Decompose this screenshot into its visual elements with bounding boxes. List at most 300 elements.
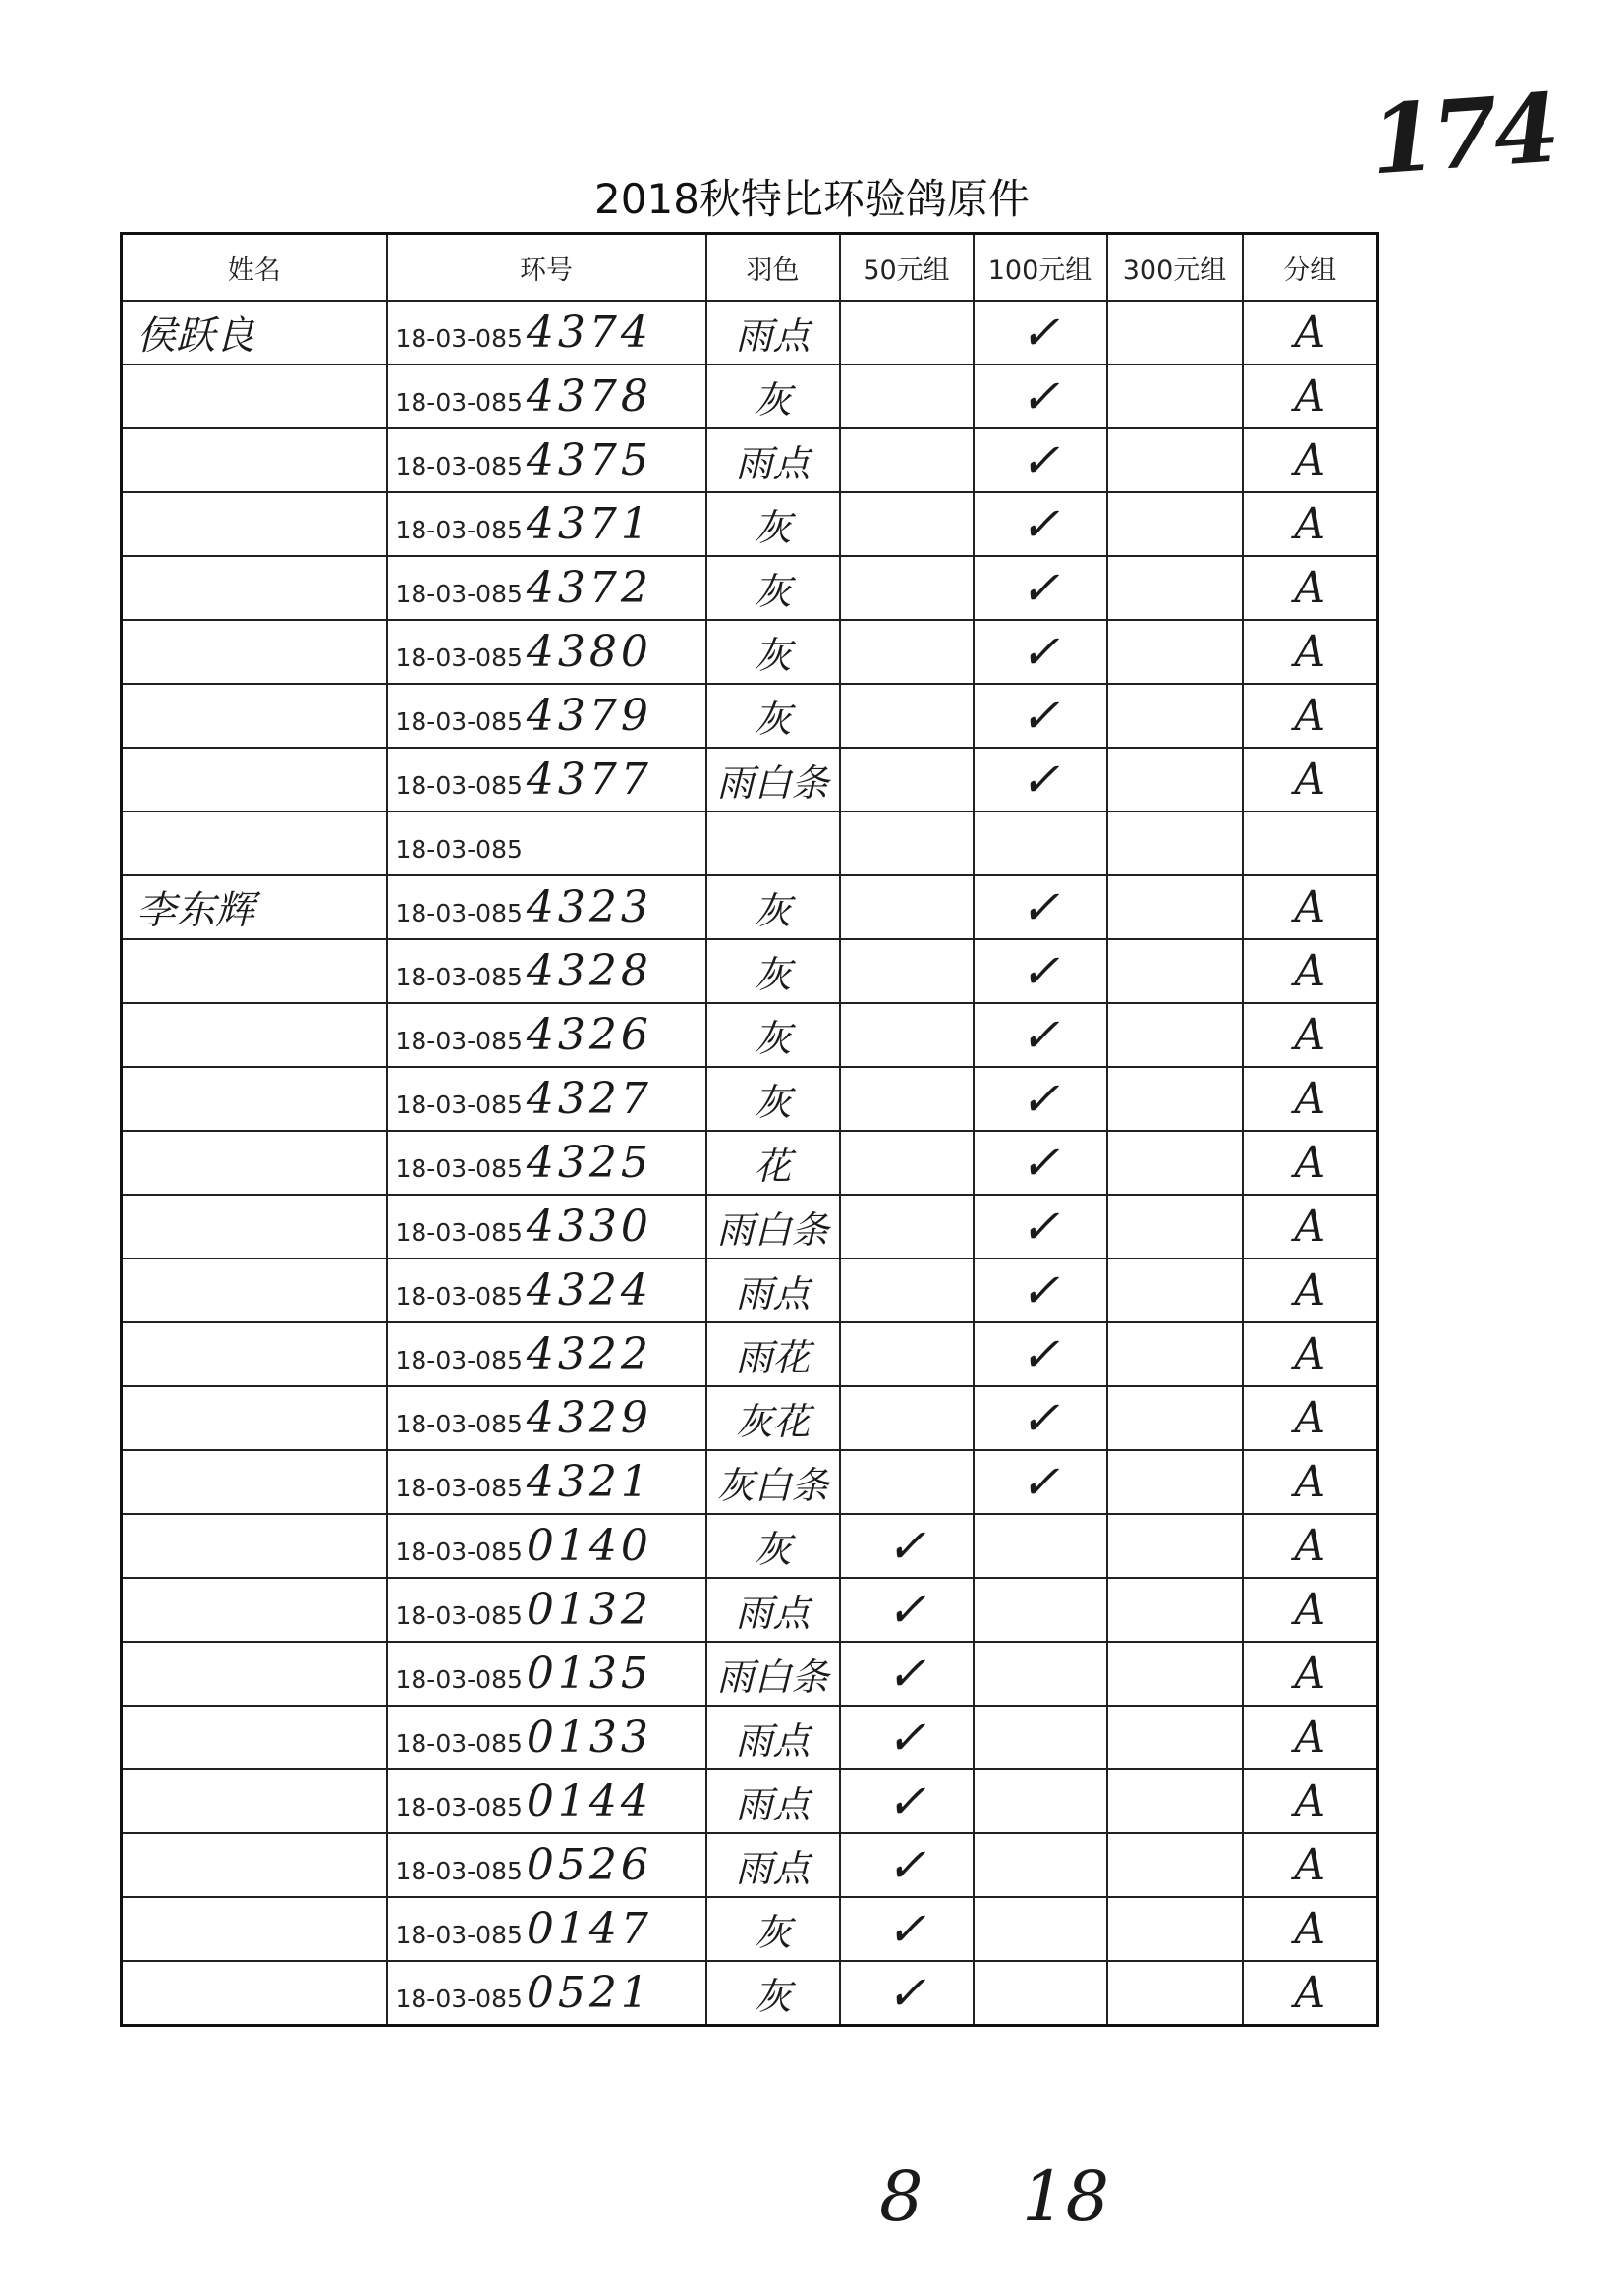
table-row — [122, 939, 1378, 1003]
ring-number: 4329 — [526, 1393, 652, 1443]
check-g100 — [974, 1067, 1107, 1131]
ring-number-cell — [387, 748, 706, 812]
feather-color: 雨点 — [706, 428, 840, 492]
category: A — [1243, 748, 1378, 812]
feather-color: 灰 — [706, 1514, 840, 1578]
feather-color: 灰 — [706, 364, 840, 428]
check-g100 — [974, 1131, 1107, 1195]
check-g100 — [974, 492, 1107, 556]
ring-prefix: 18-03-085 — [395, 1665, 523, 1694]
ring-prefix: 18-03-085 — [395, 644, 523, 672]
check-g100 — [974, 684, 1107, 748]
feather-color: 雨点 — [706, 1833, 840, 1897]
ring-prefix: 18-03-085 — [395, 580, 523, 608]
category: A — [1243, 1450, 1378, 1514]
ring-number-cell — [387, 1195, 706, 1259]
check-g300 — [1107, 1067, 1243, 1131]
ring-prefix: 18-03-085 — [395, 1410, 523, 1438]
feather-color: 雨点 — [706, 1259, 840, 1322]
check-g300 — [1107, 1514, 1243, 1578]
check-g300 — [1107, 556, 1243, 620]
ring-prefix: 18-03-085 — [395, 1857, 523, 1885]
check-mark-icon: ✓ — [1020, 1007, 1060, 1063]
check-mark-icon: ✓ — [886, 1646, 926, 1702]
category: A — [1243, 1067, 1378, 1131]
owner-name — [122, 556, 387, 620]
category: A — [1243, 1578, 1378, 1642]
ring-prefix: 18-03-085 — [395, 1027, 523, 1055]
ring-prefix: 18-03-085 — [395, 1538, 523, 1566]
check-g50 — [840, 1386, 974, 1450]
table-row — [122, 812, 1378, 875]
check-g50 — [840, 1961, 974, 2026]
ring-number: 0140 — [526, 1521, 652, 1571]
category: A — [1243, 939, 1378, 1003]
ring-number-cell — [387, 1131, 706, 1195]
table-row — [122, 1897, 1378, 1961]
check-g300 — [1107, 1003, 1243, 1067]
owner-name — [122, 1003, 387, 1067]
ring-number: 4372 — [526, 563, 652, 613]
check-g50 — [840, 364, 974, 428]
owner-name — [122, 1322, 387, 1386]
owner-name — [122, 1578, 387, 1642]
ring-prefix: 18-03-085 — [395, 899, 523, 927]
feather-color: 灰 — [706, 939, 840, 1003]
owner-name — [122, 620, 387, 684]
category: A — [1243, 1897, 1378, 1961]
table-row — [122, 428, 1378, 492]
header-group-300: 300元组 — [1107, 234, 1243, 302]
check-g300 — [1107, 1322, 1243, 1386]
check-g50 — [840, 939, 974, 1003]
ring-number: 4375 — [526, 435, 652, 485]
ring-number: 0147 — [526, 1904, 652, 1954]
table-row — [122, 1833, 1378, 1897]
ring-number-cell — [387, 1833, 706, 1897]
check-mark-icon: ✓ — [1020, 1326, 1060, 1382]
check-mark-icon: ✓ — [1020, 368, 1060, 424]
ring-number-cell — [387, 1642, 706, 1706]
owner-name: 李东辉 — [122, 875, 387, 939]
table-row — [122, 492, 1378, 556]
check-mark-icon: ✓ — [886, 1901, 926, 1957]
check-g50 — [840, 1897, 974, 1961]
table-row — [122, 1706, 1378, 1769]
owner-name — [122, 1259, 387, 1322]
table-row — [122, 1642, 1378, 1706]
check-g50 — [840, 1003, 974, 1067]
check-g100 — [974, 1386, 1107, 1450]
check-g50 — [840, 1706, 974, 1769]
table-row — [122, 748, 1378, 812]
ring-number-cell — [387, 684, 706, 748]
ring-number-cell — [387, 1450, 706, 1514]
page-number: 174 — [1367, 72, 1560, 196]
check-g100 — [974, 1706, 1107, 1769]
ring-number-cell — [387, 1769, 706, 1833]
category: A — [1243, 1195, 1378, 1259]
check-mark-icon: ✓ — [1020, 879, 1060, 935]
check-g50 — [840, 1514, 974, 1578]
ring-prefix: 18-03-085 — [395, 1985, 523, 2013]
feather-color: 灰 — [706, 620, 840, 684]
ring-number: 0521 — [526, 1968, 652, 2018]
check-g300 — [1107, 1961, 1243, 2026]
ring-number: 4379 — [526, 691, 652, 741]
check-g100 — [974, 1961, 1107, 2026]
check-g300 — [1107, 492, 1243, 556]
check-g100 — [974, 620, 1107, 684]
check-mark-icon: ✓ — [886, 1582, 926, 1638]
table-row — [122, 1003, 1378, 1067]
check-g50 — [840, 428, 974, 492]
ring-number: 0133 — [526, 1712, 652, 1763]
table-row — [122, 364, 1378, 428]
check-g300 — [1107, 748, 1243, 812]
category: A — [1243, 1386, 1378, 1450]
ring-prefix: 18-03-085 — [395, 452, 523, 480]
check-g100 — [974, 812, 1107, 875]
check-g100 — [974, 1003, 1107, 1067]
ring-number-cell — [387, 1578, 706, 1642]
check-mark-icon: ✓ — [1020, 560, 1060, 616]
feather-color: 灰 — [706, 1961, 840, 2026]
owner-name — [122, 1450, 387, 1514]
table-row — [122, 1769, 1378, 1833]
ring-number: 4380 — [526, 627, 652, 677]
check-g50 — [840, 1642, 974, 1706]
ring-number: 4374 — [526, 308, 652, 358]
check-g300 — [1107, 1259, 1243, 1322]
check-mark-icon: ✓ — [1020, 432, 1060, 488]
check-g100 — [974, 748, 1107, 812]
check-mark-icon: ✓ — [886, 1709, 926, 1765]
ring-number-cell — [387, 620, 706, 684]
owner-name — [122, 748, 387, 812]
ring-number-cell — [387, 1003, 706, 1067]
table-row — [122, 1259, 1378, 1322]
header-row — [122, 234, 1378, 302]
check-g300 — [1107, 1131, 1243, 1195]
feather-color — [706, 812, 840, 875]
category: A — [1243, 1514, 1378, 1578]
check-g100 — [974, 556, 1107, 620]
ring-number: 0132 — [526, 1585, 652, 1635]
feather-color: 雨点 — [706, 1769, 840, 1833]
page-title: 2018秋特比环验鸽原件 — [594, 175, 1030, 223]
owner-name — [122, 1706, 387, 1769]
check-g50 — [840, 1131, 974, 1195]
table-row — [122, 1578, 1378, 1642]
feather-color: 花 — [706, 1131, 840, 1195]
check-mark-icon: ✓ — [886, 1773, 926, 1829]
check-g50 — [840, 1195, 974, 1259]
owner-name — [122, 1961, 387, 2026]
check-mark-icon: ✓ — [886, 1965, 926, 2021]
check-mark-icon: ✓ — [1020, 1199, 1060, 1255]
feather-color: 灰 — [706, 556, 840, 620]
check-g100 — [974, 1769, 1107, 1833]
table-row — [122, 1067, 1378, 1131]
category: A — [1243, 1322, 1378, 1386]
check-g100 — [974, 1642, 1107, 1706]
ring-prefix: 18-03-085 — [395, 324, 523, 353]
category: A — [1243, 428, 1378, 492]
ring-number-cell — [387, 1514, 706, 1578]
category: A — [1243, 1642, 1378, 1706]
owner-name — [122, 1897, 387, 1961]
check-g50 — [840, 1833, 974, 1897]
owner-name — [122, 1769, 387, 1833]
header-color: 羽色 — [706, 234, 840, 302]
check-g50 — [840, 301, 974, 364]
check-g50 — [840, 684, 974, 748]
check-mark-icon: ✓ — [1020, 305, 1060, 361]
owner-name — [122, 1642, 387, 1706]
header-group-100: 100元组 — [974, 234, 1107, 302]
check-mark-icon: ✓ — [1020, 688, 1060, 744]
tally-count-1: 8 — [879, 2156, 924, 2237]
check-mark-icon: ✓ — [886, 1837, 926, 1893]
table-row — [122, 1386, 1378, 1450]
header-category: 分组 — [1243, 234, 1378, 302]
check-g300 — [1107, 812, 1243, 875]
ring-number-cell — [387, 812, 706, 875]
owner-name — [122, 812, 387, 875]
owner-name — [122, 1195, 387, 1259]
ring-number: 4328 — [526, 946, 652, 996]
check-g300 — [1107, 1897, 1243, 1961]
ring-prefix: 18-03-085 — [395, 1793, 523, 1821]
ring-prefix: 18-03-085 — [395, 1601, 523, 1630]
check-g300 — [1107, 1450, 1243, 1514]
check-g300 — [1107, 1195, 1243, 1259]
feather-color: 灰 — [706, 1897, 840, 1961]
ring-number-cell — [387, 556, 706, 620]
ring-number-cell — [387, 1897, 706, 1961]
check-g50 — [840, 1769, 974, 1833]
check-g50 — [840, 620, 974, 684]
feather-color: 灰花 — [706, 1386, 840, 1450]
check-g300 — [1107, 1833, 1243, 1897]
check-mark-icon: ✓ — [1020, 496, 1060, 552]
owner-name — [122, 364, 387, 428]
owner-name: 侯跃良 — [122, 301, 387, 364]
ring-number-cell — [387, 1386, 706, 1450]
ring-prefix: 18-03-085 — [395, 771, 523, 800]
category: A — [1243, 1003, 1378, 1067]
check-g100 — [974, 1450, 1107, 1514]
check-g100 — [974, 301, 1107, 364]
ring-prefix: 18-03-085 — [395, 1921, 523, 1949]
ring-number: 4330 — [526, 1202, 652, 1252]
check-mark-icon: ✓ — [1020, 1262, 1060, 1318]
check-g50 — [840, 1322, 974, 1386]
tally-count-2: 18 — [1022, 2156, 1110, 2237]
feather-color: 雨白条 — [706, 1642, 840, 1706]
ring-number: 0135 — [526, 1649, 652, 1699]
header-ring: 环号 — [387, 234, 706, 302]
feather-color: 雨花 — [706, 1322, 840, 1386]
ring-number-cell — [387, 939, 706, 1003]
ring-number: 4377 — [526, 755, 652, 805]
feather-color: 雨点 — [706, 1578, 840, 1642]
category: A — [1243, 364, 1378, 428]
table-row — [122, 1195, 1378, 1259]
check-g50 — [840, 556, 974, 620]
check-mark-icon: ✓ — [1020, 1454, 1060, 1510]
ring-number: 4324 — [526, 1265, 652, 1315]
ring-number: 4325 — [526, 1138, 652, 1188]
ring-prefix: 18-03-085 — [395, 516, 523, 544]
ring-prefix: 18-03-085 — [395, 1729, 523, 1758]
feather-color: 灰 — [706, 1003, 840, 1067]
ring-prefix: 18-03-085 — [395, 1282, 523, 1311]
ring-prefix: 18-03-085 — [395, 707, 523, 736]
category: A — [1243, 875, 1378, 939]
check-g100 — [974, 1259, 1107, 1322]
table-row — [122, 684, 1378, 748]
owner-name — [122, 492, 387, 556]
check-g100 — [974, 1833, 1107, 1897]
check-g100 — [974, 428, 1107, 492]
ring-number-cell — [387, 1259, 706, 1322]
table-row — [122, 1131, 1378, 1195]
ring-number-cell — [387, 492, 706, 556]
feather-color: 雨白条 — [706, 748, 840, 812]
check-g300 — [1107, 875, 1243, 939]
check-g50 — [840, 492, 974, 556]
ring-prefix: 18-03-085 — [395, 1474, 523, 1502]
check-g100 — [974, 1322, 1107, 1386]
feather-color: 灰 — [706, 492, 840, 556]
ring-number: 4327 — [526, 1074, 652, 1124]
ring-number-cell — [387, 1067, 706, 1131]
check-g300 — [1107, 1706, 1243, 1769]
category — [1243, 812, 1378, 875]
check-g100 — [974, 364, 1107, 428]
check-g50 — [840, 748, 974, 812]
ring-prefix: 18-03-085 — [395, 1091, 523, 1119]
feather-color: 灰 — [706, 684, 840, 748]
table-row — [122, 620, 1378, 684]
check-g100 — [974, 1897, 1107, 1961]
ring-number-cell — [387, 301, 706, 364]
check-g300 — [1107, 684, 1243, 748]
check-g300 — [1107, 1386, 1243, 1450]
header-name: 姓名 — [122, 234, 387, 302]
check-mark-icon: ✓ — [886, 1518, 926, 1574]
check-g50 — [840, 1450, 974, 1514]
check-mark-icon: ✓ — [1020, 1390, 1060, 1446]
check-g50 — [840, 1578, 974, 1642]
ring-number: 0526 — [526, 1840, 652, 1890]
ring-number: 0144 — [526, 1776, 652, 1826]
check-g100 — [974, 1195, 1107, 1259]
table-row — [122, 1514, 1378, 1578]
check-g100 — [974, 1578, 1107, 1642]
owner-name — [122, 428, 387, 492]
check-g100 — [974, 875, 1107, 939]
ring-prefix: 18-03-085 — [395, 963, 523, 991]
owner-name — [122, 1067, 387, 1131]
ring-prefix: 18-03-085 — [395, 1218, 523, 1247]
feather-color: 雨白条 — [706, 1195, 840, 1259]
owner-name — [122, 1833, 387, 1897]
category: A — [1243, 620, 1378, 684]
check-mark-icon: ✓ — [1020, 624, 1060, 680]
check-mark-icon: ✓ — [1020, 1135, 1060, 1191]
check-g300 — [1107, 1578, 1243, 1642]
category: A — [1243, 1259, 1378, 1322]
table-body — [122, 301, 1378, 2026]
table-row — [122, 556, 1378, 620]
check-mark-icon: ✓ — [1020, 943, 1060, 999]
owner-name — [122, 684, 387, 748]
owner-name — [122, 1131, 387, 1195]
category: A — [1243, 556, 1378, 620]
check-g100 — [974, 939, 1107, 1003]
registration-table — [120, 232, 1379, 2027]
ring-number-cell — [387, 1706, 706, 1769]
ring-number: 4371 — [526, 499, 652, 549]
ring-prefix: 18-03-085 — [395, 1346, 523, 1374]
category: A — [1243, 301, 1378, 364]
table-row — [122, 1450, 1378, 1514]
check-g100 — [974, 1514, 1107, 1578]
ring-number-cell — [387, 875, 706, 939]
header-group-50: 50元组 — [840, 234, 974, 302]
owner-name — [122, 1514, 387, 1578]
ring-number-cell — [387, 1322, 706, 1386]
check-mark-icon: ✓ — [1020, 1071, 1060, 1127]
ring-number: 4378 — [526, 371, 652, 421]
category: A — [1243, 1706, 1378, 1769]
check-g50 — [840, 812, 974, 875]
feather-color: 雨点 — [706, 301, 840, 364]
ring-number-cell — [387, 364, 706, 428]
table-row — [122, 875, 1378, 939]
table-row — [122, 301, 1378, 364]
ring-number: 4322 — [526, 1329, 652, 1379]
ring-number: 4326 — [526, 1010, 652, 1060]
ring-number: 4321 — [526, 1457, 652, 1507]
check-g50 — [840, 875, 974, 939]
check-g300 — [1107, 1642, 1243, 1706]
ring-number-cell — [387, 428, 706, 492]
check-g300 — [1107, 620, 1243, 684]
category: A — [1243, 684, 1378, 748]
category: A — [1243, 1961, 1378, 2026]
check-g300 — [1107, 428, 1243, 492]
owner-name — [122, 1386, 387, 1450]
ring-prefix: 18-03-085 — [395, 835, 523, 864]
check-g300 — [1107, 939, 1243, 1003]
category: A — [1243, 1769, 1378, 1833]
check-g50 — [840, 1259, 974, 1322]
owner-name — [122, 939, 387, 1003]
check-g300 — [1107, 1769, 1243, 1833]
category: A — [1243, 492, 1378, 556]
category: A — [1243, 1833, 1378, 1897]
feather-color: 灰 — [706, 875, 840, 939]
ring-prefix: 18-03-085 — [395, 388, 523, 417]
feather-color: 灰 — [706, 1067, 840, 1131]
ring-number: 4323 — [526, 882, 652, 932]
check-g300 — [1107, 301, 1243, 364]
table-row — [122, 1322, 1378, 1386]
